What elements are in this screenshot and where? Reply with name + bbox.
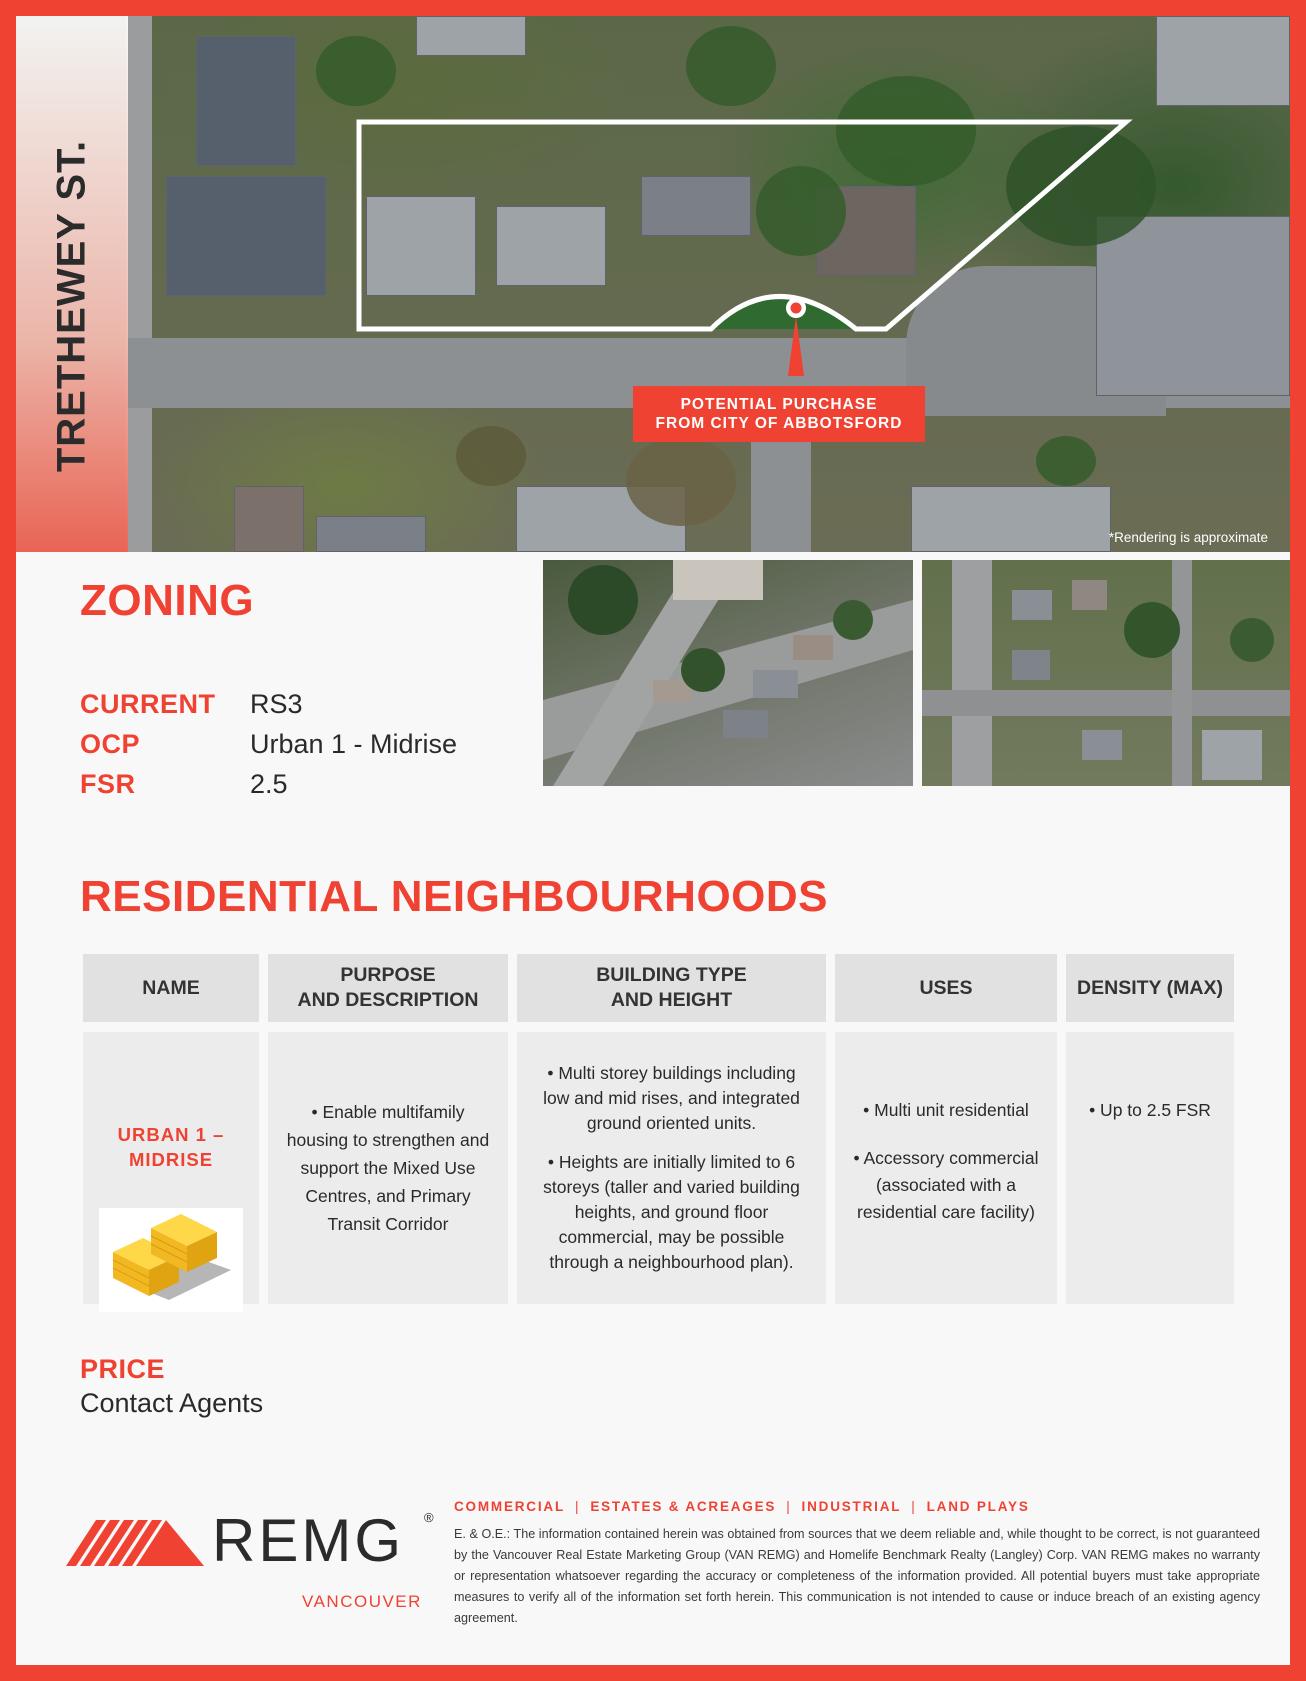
aerial-photo-art [922, 560, 1290, 786]
cell-name [83, 1032, 259, 1304]
location-pin-icon [791, 303, 802, 314]
zoning-value: RS3 [250, 689, 303, 719]
zoning-value: 2.5 [250, 769, 288, 799]
price-value: Contact Agents [80, 1388, 264, 1418]
midrise-building-icon [99, 1208, 243, 1312]
cell-building [517, 1032, 826, 1304]
category-separator: | [911, 1499, 917, 1514]
zone-name: URBAN 1 – MIDRISE [117, 1124, 225, 1170]
zoning-title: ZONING [80, 576, 255, 625]
neighbourhoods-title: RESIDENTIAL NEIGHBOURHOODS [80, 872, 829, 921]
cell-purpose [268, 1032, 508, 1304]
cell-density [1066, 1032, 1234, 1304]
listing-page [16, 16, 1290, 1665]
street-label: TRETHEWEY ST. [49, 139, 94, 473]
uses-text-2: • Accessory commercial (associated with a residential care facility) [853, 1148, 1039, 1222]
disclaimer: E. & O.E.: The information contained herein was obtained from sources that we deem reliable and, while thought to be correct, is not guaranteed by the Vancouver Real Estate Marketing Group (VAN REMG) and Homelife Benchmark Realty (Langley) Corp. VAN REMG makes no warranty or representation whatsoever regarding the accuracy or completeness of the information provided. All potential buyers must take appropriate measures to verify all of the information set forth herein. This communication is not intended to cause or induce breach of an existing agency agreement. [454, 1527, 1260, 1625]
purchase-callout [633, 386, 925, 442]
zoning-key: FSR [80, 769, 136, 799]
column-header-name [83, 954, 259, 1022]
cell-uses [835, 1032, 1057, 1304]
uses-text-1: • Multi unit residential [863, 1100, 1029, 1120]
aerial-photo-oblique [543, 560, 913, 786]
header-label: BUILDING TYPE AND HEIGHT [596, 964, 747, 1011]
price-title: PRICE [80, 1354, 166, 1384]
aerial-photo-art [543, 560, 913, 786]
category-commercial: COMMERCIAL [454, 1499, 565, 1514]
column-header-purpose [268, 954, 508, 1022]
column-header-building [517, 954, 826, 1022]
category-list [454, 1499, 1030, 1514]
aerial-photo-overhead [922, 560, 1290, 786]
category-land-plays: LAND PLAYS [926, 1499, 1030, 1514]
brand-name: REMG [212, 1507, 404, 1574]
lot-boundary [359, 122, 1126, 329]
rendering-note: *Rendering is approximate [1108, 530, 1268, 545]
building-text-2: • Heights are initially limited to 6 storeys (taller and varied building heights, and ground floor commercial, may be possible through a neighbourhood plan). [543, 1152, 800, 1272]
callout-line-2: FROM CITY OF ABBOTSFORD [655, 415, 903, 432]
density-text: • Up to 2.5 FSR [1089, 1100, 1211, 1120]
zoning-value: Urban 1 - Midrise [250, 729, 458, 759]
remg-logo-icon [66, 1518, 204, 1568]
building-text-1: • Multi storey buildings including low and mid rises, and integrated ground oriented units. [543, 1063, 800, 1133]
category-industrial: INDUSTRIAL [801, 1499, 902, 1514]
zoning-key: CURRENT [80, 689, 216, 719]
brand-subtitle: VANCOUVER [302, 1592, 422, 1611]
purpose-text: • Enable multifamily housing to strengthen and support the Mixed Use Centres, and Primary Transit Corridor [286, 1102, 490, 1234]
header-label: NAME [142, 976, 200, 999]
category-separator: | [786, 1499, 792, 1514]
category-separator: | [575, 1499, 581, 1514]
header-label: DENSITY (MAX) [1077, 976, 1223, 999]
aerial-site-image [16, 16, 1290, 552]
registered-mark: ® [424, 1510, 434, 1525]
header-label: USES [919, 976, 973, 999]
category-estates: ESTATES & ACREAGES [590, 1499, 777, 1514]
column-header-uses [835, 954, 1057, 1022]
callout-line-1: POTENTIAL PURCHASE [680, 396, 878, 413]
lot-outline [16, 16, 1290, 552]
header-label: PURPOSE AND DESCRIPTION [297, 964, 479, 1011]
column-header-density [1066, 954, 1234, 1022]
zoning-key: OCP [80, 729, 141, 759]
